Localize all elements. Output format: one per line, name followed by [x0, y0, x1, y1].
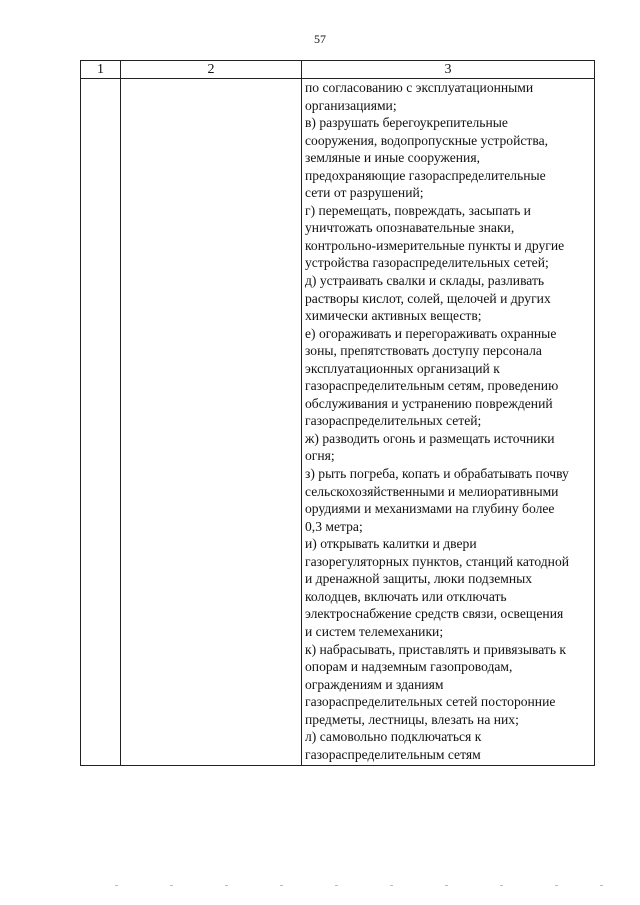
- text-line: г) перемещать, повреждать, засыпать и: [305, 202, 531, 218]
- text-line: по согласованию с эксплуатационными: [305, 80, 534, 95]
- text-line: ограждениям и зданиям: [305, 676, 444, 692]
- column-divider-1: [120, 61, 121, 765]
- text-line: предохраняющие газораспределительные: [305, 167, 546, 183]
- text-line: земляные и иные сооружения,: [305, 150, 480, 166]
- text-line: газорегуляторных пунктов, станций катодной: [305, 553, 570, 569]
- text-line: ж) разводить огонь и размещать источники: [305, 430, 555, 446]
- text-line: к) набрасывать, приставлять и привязывать к: [305, 641, 567, 657]
- text-line: предметы, лестницы, влезать на них;: [305, 711, 519, 727]
- text-line: газораспределительных сетей;: [305, 413, 482, 429]
- text-line: 0,3 метра;: [305, 518, 363, 534]
- text-line: в) разрушать берегоукрепительные: [305, 115, 508, 131]
- text-line: растворы кислот, солей, щелочей и других: [305, 290, 551, 306]
- text-line: огня;: [305, 448, 335, 464]
- header-col-2: 2: [207, 62, 215, 77]
- text-line: опорам и надземным газопроводам,: [305, 659, 513, 675]
- text-line: уничтожать опознавательные знаки,: [305, 220, 515, 236]
- text-line: л) самовольно подключаться к: [305, 729, 482, 745]
- text-line: обслуживания и устранению повреждений: [305, 395, 553, 411]
- text-line: сети от разрушений;: [305, 185, 424, 201]
- text-line: зоны, препятствовать доступу персонала: [305, 343, 542, 359]
- text-line: сооружения, водопропускные устройства,: [305, 132, 549, 148]
- text-line: д) устраивать свалки и склады, разливать: [305, 273, 545, 289]
- table-header-row: [81, 61, 594, 79]
- text-line: з) рыть погреба, копать и обрабатывать почву: [305, 466, 569, 482]
- text-line: и систем телемеханики;: [305, 623, 444, 639]
- header-col-3: 3: [444, 62, 452, 77]
- text-line: газораспределительным сетям, проведению: [305, 378, 559, 394]
- text-line: газораспределительных сетей посторонние: [305, 694, 556, 710]
- cell-col-3-text: [302, 79, 595, 763]
- text-line: и дренажной защиты, люки подземных: [305, 571, 533, 587]
- text-line: электроснабжение средств связи, освещения: [305, 606, 564, 622]
- text-line: химически активных веществ;: [305, 308, 482, 324]
- text-line: орудиями и механизмами на глубину более: [305, 501, 555, 517]
- text-line: е) огораживать и перегораживать охранные: [305, 325, 557, 341]
- text-line: устройства газораспределительных сетей;: [305, 255, 549, 271]
- text-line: и) открывать калитки и двери: [305, 536, 477, 552]
- page-number: 57: [314, 32, 326, 46]
- text-line: эксплуатационных организаций к: [305, 360, 500, 376]
- text-line: организациями;: [305, 97, 397, 113]
- text-line: сельскохозяйственными и мелиоративными: [305, 483, 559, 499]
- header-col-1: 1: [97, 62, 104, 77]
- text-line: контрольно-измерительные пункты и другие: [305, 237, 565, 253]
- text-line: газораспределительным сетям: [305, 746, 481, 762]
- scan-artifact-marks: [115, 885, 605, 895]
- document-table: [80, 60, 595, 766]
- text-line: колодцев, включать или отключать: [305, 588, 507, 604]
